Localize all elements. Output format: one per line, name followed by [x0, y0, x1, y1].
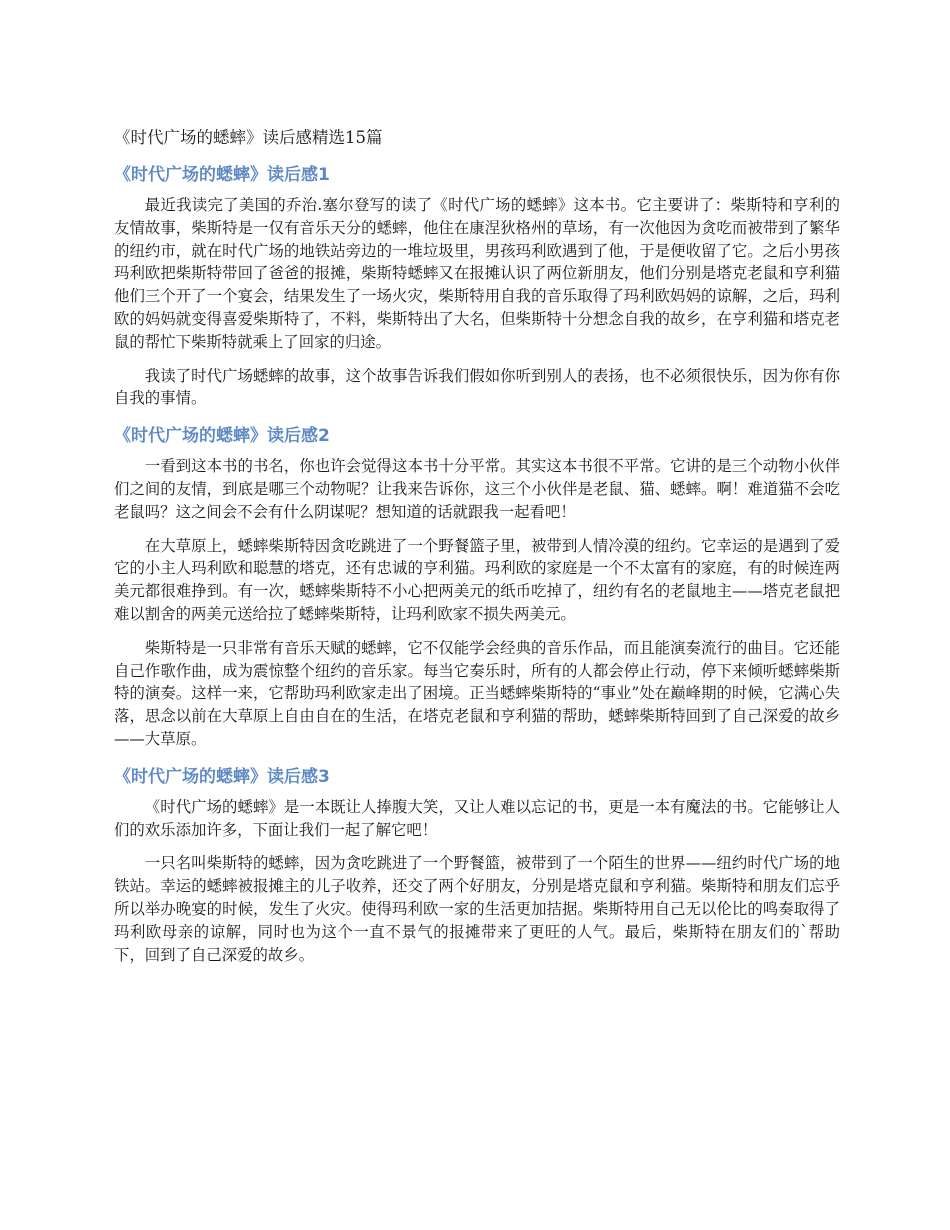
section-2 [114, 421, 840, 751]
section-heading: 《时代广场的蟋蟀》读后感3 [114, 766, 330, 787]
document-page [114, 124, 840, 977]
paragraph: 我读了时代广场蟋蟀的故事，这个故事告诉我们假如你听到别人的表扬，也不必须很快乐，因为你有你自我的事情。 [114, 366, 840, 408]
paragraph: 一看到这本书的书名，你也许会觉得这本书十分平常。其实这本书很不平常。它讲的是三个动物小伙伴们之间的友情，到底是哪三个动物呢？让我来告诉你，这三个小伙伴是老鼠、猫、蟋蟀。啊！难道猫不会吃老鼠吗？这之间会不会有什么阴谋呢？想知道的话就跟我一起看吧！ [114, 457, 840, 521]
paragraph: 《时代广场的蟋蟀》是一本既让人捧腹大笑，又让人难以忘记的书，更是一本有魔法的书。它能够让人们的欢乐添加许多，下面让我们一起了解它吧！ [114, 797, 840, 839]
section-heading: 《时代广场的蟋蟀》读后感2 [114, 426, 330, 447]
section-1 [114, 160, 840, 410]
section-heading: 《时代广场的蟋蟀》读后感1 [114, 165, 330, 185]
paragraph: 最近我读完了美国的乔治.塞尔登写的读了《时代广场的蟋蟀》这本书。它主要讲了：柴斯特和亨利的友情故事，柴斯特是一仅有音乐天分的蟋蟀，他住在康涅狄格州的草场，有一次他因为贪吃而被带到了繁华的纽约市，就在时代广场的地铁站旁边的一堆垃圾里，男孩玛利欧遇到了他，于是便收留了它。之后小男孩玛利欧把柴斯特带回了爸爸的报摊，柴斯特蟋蟀又在报摊认识了两位新朋友，他们分别是塔克老鼠和亨利猫他们三个开了一个宴会，结果发生了一场火灾，柴斯特用自我的音乐取得了玛利欧妈妈的谅解，之后，玛利欧的妈妈就变得喜爱柴斯特了，不料，柴斯特出了大名，但柴斯特十分想念自我的故乡，在亨利猫和塔克老鼠的帮忙下柴斯特就乘上了回家的归途。 [114, 196, 840, 351]
paragraph: 一只名叫柴斯特的蟋蟀，因为贪吃跳进了一个野餐篮，被带到了一个陌生的世界——纽约时代广场的地铁站。幸运的蟋蟀被报摊主的儿子收养，还交了两个好朋友，分别是塔克鼠和亨利猫。柴斯特和朋友们忘乎所以举办晚宴的时候，发生了火灾。使得玛利欧一家的生活更加拮据。柴斯特用自己无以伦比的鸣奏取得了玛利欧母亲的谅解，同时也为这个一直不景气的报摊带来了更旺的人气。最后，柴斯特在朋友们的`帮助下，回到了自己深爱的故乡。 [114, 854, 840, 964]
paragraph: 柴斯特是一只非常有音乐天赋的蟋蟀，它不仅能学会经典的音乐作品，而且能演奏流行的曲目。它还能自己作歌作曲，成为震惊整个纽约的音乐家。每当它奏乐时，所有的人都会停止行动，停下来倾听蟋蟀柴斯特的演奏。这样一来，它帮助玛利欧家走出了困境。正当蟋蟀柴斯特的“事业”处在巅峰期的时候，它满心失落，思念以前在大草原上自由自在的生活，在塔克老鼠和亨利猫的帮助，蟋蟀柴斯特回到了自己深爱的故乡——大草原。 [114, 638, 840, 748]
document-title: 《时代广场的蟋蟀》读后感精选15篇 [114, 128, 383, 147]
paragraph: 在大草原上，蟋蟀柴斯特因贪吃跳进了一个野餐篮子里，被带到人情冷漠的纽约。它幸运的是遇到了爱它的小主人玛利欧和聪慧的塔克，还有忠诚的亨利猫。玛利欧的家庭是一个不太富有的家庭，有的时候连两美元都很难挣到。有一次，蟋蟀柴斯特不小心把两美元的纸币吃掉了，纽约有名的老鼠地主——塔克老鼠把难以割舍的两美元送给拉了蟋蟀柴斯特，让玛利欧家不损失两美元。 [114, 536, 840, 623]
section-3 [114, 762, 840, 967]
